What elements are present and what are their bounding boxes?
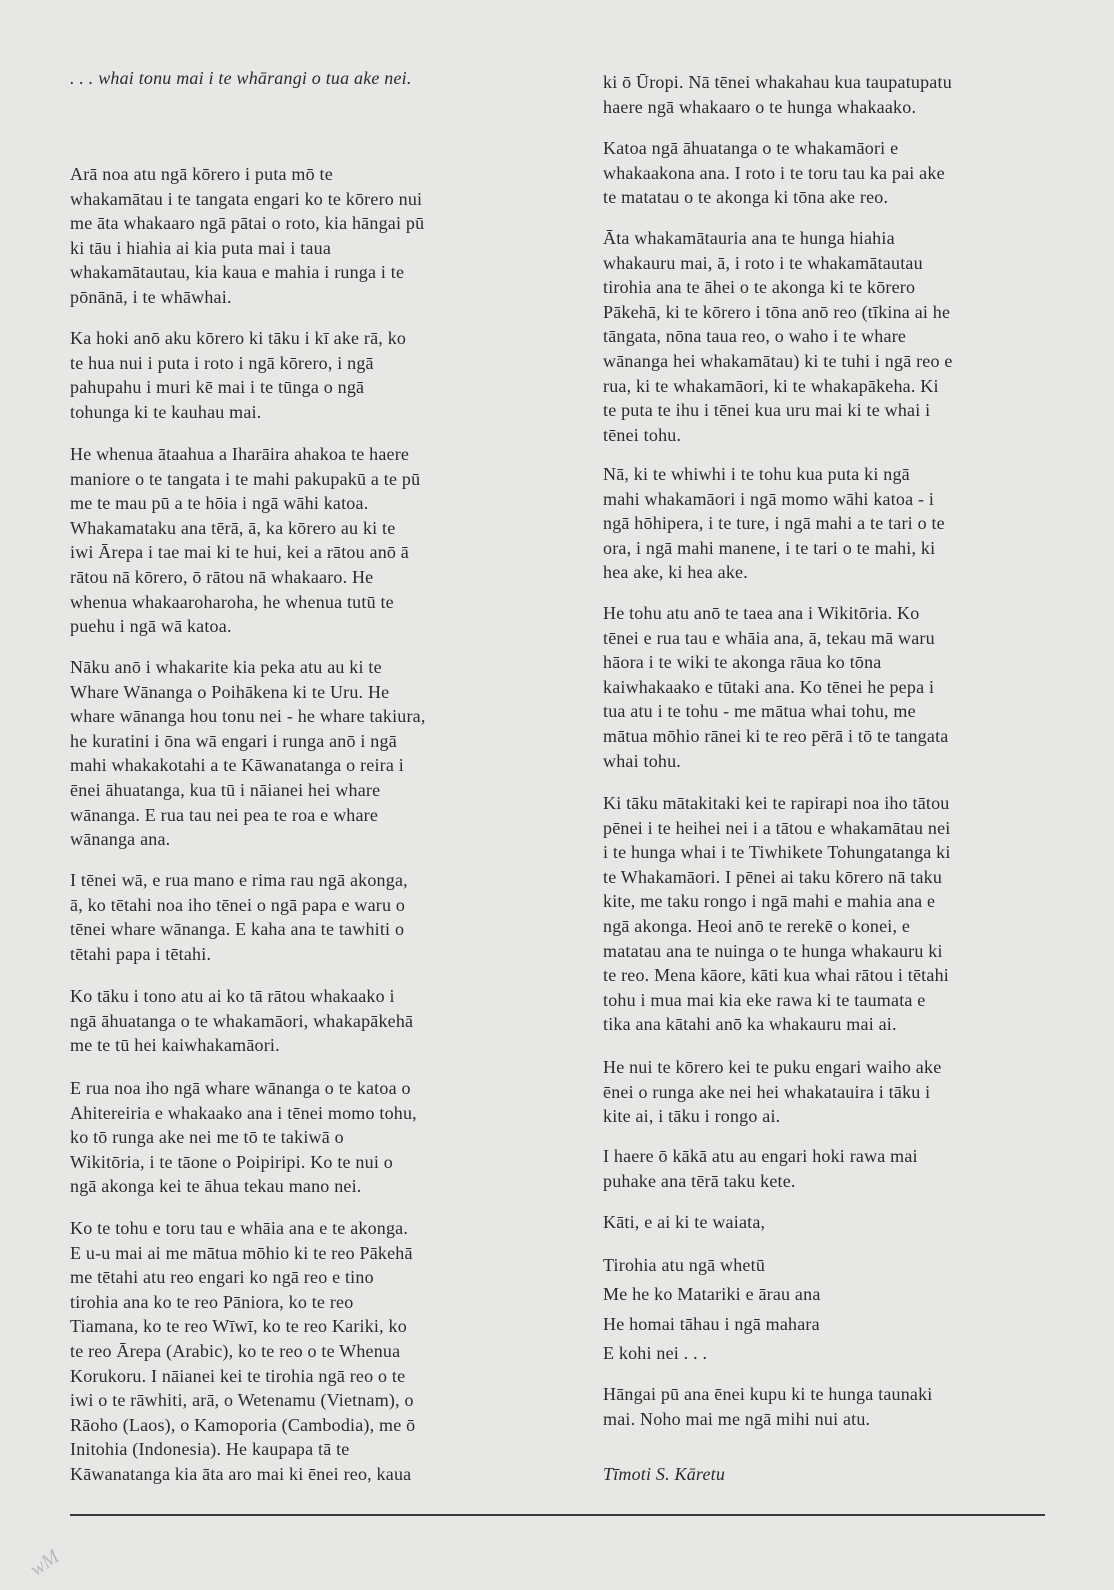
margin-pencil-mark: wM [26,1545,64,1581]
paragraph: E rua noa iho ngā whare wānanga o te katoa o Ahitereiria e whakaako ana i tēnei momo tohu, ko tō runga ake nei me tō te takiwā o Wikitōria, i te tāone o Poipiripi. Ko te nui o ngā akonga kei te āhua tekau mano nei. [70,1078,417,1197]
paragraph: Kāti, e ai ki te waiata, [603,1212,766,1232]
song-verse: Tirohia atu ngā whetū Me he ko Matariki e ārau ana He homai tāhau i ngā mahara E kohi nei . . . [603,1255,821,1364]
paragraph: He whenua ātaahua a Iharāira ahakoa te haere maniore o te tangata i te mahi pakupakū a te pū me te mau pū a te hōia i ngā wāhi katoa. Whakamataku ana tērā, ā, ka kōrero au ki te iwi Ārepa i tae mai ki te hui, kei a rātou anō ā rātou nā kōrero, ō rātou nā whakaaro. He whenua whakaaroharoha, he whenua tutū te puehu i ngā wā katoa. [70,444,421,637]
paragraph: Nāku anō i whakarite kia peka atu au ki te Whare Wānanga o Poihākena ki te Uru. He whare wānanga hou tonu nei - he whare takiura, he kuratini i ōna wā engari i runga anō i ngā mahi whakakotahi a te Kāwanatanga o reira i ēnei āhuatanga, kua tū i nāianei hei whare wānanga. E rua tau nei pea te roa e whare wānanga ana. [70,657,426,850]
paragraph: Katoa ngā āhuatanga o te whakamāori e whakaakona ana. I roto i te toru tau ka pai ake te matatau o te akonga ki tōna ake reo. [603,138,945,208]
author-signature: Tīmoti S. Kāretu [603,1464,726,1484]
paragraph: I haere ō kākā atu au engari hoki rawa mai puhake ana tērā taku kete. [603,1146,918,1191]
paragraph: I tēnei wā, e rua mano e rima rau ngā akonga, ā, ko tētahi noa iho tēnei o ngā papa e waru o tēnei whare wānanga. E kaha ana te tawhiti o tētahi papa i tētahi. [70,870,408,964]
paragraph: Ka hoki anō aku kōrero ki tāku i kī ake rā, ko te hua nui i puta i roto i ngā kōrero, i ngā pahupahu i muri kē mai i te tūnga o ngā tohunga ki te kauhau mai. [70,328,407,422]
paragraph: Ko tāku i tono atu ai ko tā rātou whakaako i ngā āhuatanga o te whakamāori, whakapākehā me te tū hei kaiwhakamāori. [70,986,414,1056]
paragraph: Ko te tohu e toru tau e whāia ana e te akonga. E u-u mai ai me mātua mōhio ki te reo Pākehā me tētahi atu reo engari ko ngā reo e tino tirohia ana ko te reo Pāniora, ko te reo Tiamana, ko te reo Wīwī, ko te reo Kariki, ko te reo Ārepa (Arabic), ko te reo o te Whenua Korukoru. I nāianei kei te tirohia ngā reo o te iwi o te rāwhiti, arā, o Wetenamu (Vietnam), o Rāoho (Laos), o Kamoporia (Cambodia), me ō Initohia (Indonesia). He kaupapa tā te Kāwanatanga kia āta aro mai ki ēnei reo, kaua [70,1218,416,1484]
paragraph: Hāngai pū ana ēnei kupu ki te hunga taunaki mai. Noho mai me ngā mihi nui atu. [603,1384,933,1429]
continuation-heading: . . . whai tonu mai i te whārangi o tua ake nei. [70,68,412,88]
paragraph: Nā, ki te whiwhi i te tohu kua puta ki ngā mahi whakamāori i ngā momo wāhi katoa - i ngā hōhipera, i te ture, i ngā mahi a te tari o te ora, i ngā mahi manene, i te tari o te mahi, ki hea ake, ki hea ake. [603,464,945,583]
paragraph: Arā noa atu ngā kōrero i puta mō te whakamātau i te tangata engari ko te kōrero nui me āta whakaaro ngā pātai o roto, kia hāngai pū ki tāu i hiahia ai kia puta mai i taua whakamātautau, kia kaua e mahia i runga i te pōnānā, i te whāwhai. [70,164,425,307]
paragraph: ki ō Ūropi. Nā tēnei whakahau kua taupatupatu haere ngā whakaaro o te hunga whakaako. [603,72,952,117]
paragraph: He tohu atu anō te taea ana i Wikitōria. Ko tēnei e rua tau e whāia ana, ā, tekau mā waru hāora i te wiki te akonga rāua ko tōna kaiwhakaako e tūtaki ana. Ko tēnei he pepa i tua atu i te tohu - me mātua whai tohu, me mātua mōhio rānei ki te reo pērā i tō te tangata whai tohu. [603,603,949,771]
paragraph: He nui te kōrero kei te puku engari waiho ake ēnei o runga ake nei hei whakatauira i tāku i kite ai, i tāku i rongo ai. [603,1057,942,1127]
paragraph: Ki tāku mātakitaki kei te rapirapi noa iho tātou pēnei i te heihei nei i a tātou e whakamātau nei i te hunga whai i te Tiwhikete Tohungatanga ki te Whakamāori. I pēnei ai taku kōrero nā taku kite, me taku rongo i ngā mahi e mahia ana e ngā akonga. Heoi anō te rerekē o konei, e matatau ana te nuinga o te hunga whakauru ki te reo. Mena kāore, kāti kua whai rātou i tētahi tohu i mua mai kia eke rawa ki te taumata e tika ana kātahi anō ka whakauru mai ai. [603,793,951,1035]
bottom-rule [70,1514,1045,1516]
paragraph: Āta whakamātauria ana te hunga hiahia whakauru mai, ā, i roto i te whakamātautau tirohia ana te āhei o te akonga ki te kōrero Pākehā, ki te kōrero i tōna anō reo (tīkina ai he tāngata, nōna taua reo, o waho i te whare wānanga hei whakamātau) ki te tuhi i ngā reo e rua, ki te whakamāori, ki te whakapākeha. Ki te puta te ihu i tēnei kua uru mai ki te whai i tēnei tohu. [603,228,953,445]
